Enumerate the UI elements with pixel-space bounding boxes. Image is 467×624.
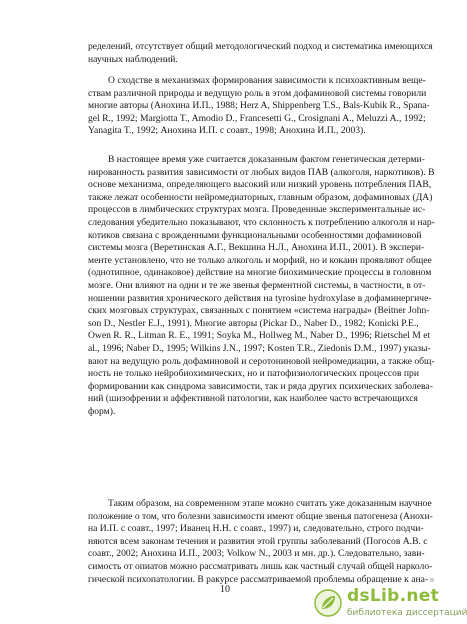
text-line: вают на ведущую роль дофаминовой и серотониновой нейромедиации, а также общ- bbox=[88, 355, 435, 367]
paragraph-2 bbox=[88, 75, 430, 138]
watermark-brand: dsLib.net bbox=[347, 586, 440, 606]
text-line: ношении развития хронического действия на tyrosine hydroxylase в дофаминергиче- bbox=[88, 292, 432, 304]
text-line: ределений, отсутствует общий методологический подход и систематика имеющихся bbox=[88, 41, 433, 52]
text-line: нированность развития зависимости от любых видов ПАВ (алкоголя, наркотиков). В bbox=[88, 166, 435, 178]
page-number: 10 bbox=[220, 584, 230, 595]
paragraph-4 bbox=[88, 498, 433, 586]
scan-artifact bbox=[430, 578, 434, 582]
text-line: няются всем законам течения и развития этой группы заболеваний (Погосов А.В. с bbox=[88, 535, 428, 547]
text-line: Yanagita T., 1992; Анохина И.П. с соавт., 1998; Анохина И.П., 2003). bbox=[88, 125, 366, 137]
leaf-logo-icon bbox=[313, 588, 343, 618]
watermark bbox=[307, 584, 467, 624]
text-line: форм). bbox=[88, 405, 116, 417]
text-line: системы мозга (Веретинская А.Г., Векшина Н.Л., Анохина И.П., 2001). В экспери- bbox=[88, 242, 425, 254]
text-line: ствам различной природы и ведущую роль в этом дофаминовой системы говорили bbox=[88, 87, 427, 99]
text-line: на И.П. с соавт., 1997; Иванец Н.Н. с соавт., 1997) и, следовательно, строго подчи- bbox=[88, 523, 424, 535]
text-line: менте установлено, что не только алкоголь и морфий, но и кокаин проявляют общее bbox=[88, 254, 432, 266]
text-line: О сходстве в механизмах формирования зависимости к психоактивным веще- bbox=[108, 75, 426, 86]
text-line: al., 1996; Naber D., 1995; Wilkins J.N., 1997; Kosten T.R., Ziedonis D.M., 1997) указы- bbox=[88, 342, 431, 354]
text-line: ний (шизофрении и аффективной патологии, как наиболее часто встречающихся bbox=[88, 393, 418, 405]
text-line: ских мозговых структурах, связанных с понятием «система награды» (Beitner John- bbox=[88, 305, 430, 317]
text-line: многие авторы (Анохина И.П., 1988; Herz A, Shippenberg T.S., Bals-Kubik R., Spana- bbox=[88, 100, 430, 112]
text-line: Таким образом, на современном этапе можно считать уже доказанным научное bbox=[108, 498, 432, 509]
text-line: Owen R. R., Litman R. E., 1991; Soyka M., Hollweg M., Naber D., 1996; Rietschel M et bbox=[88, 330, 431, 342]
text-line: процессов в лимбических структурах мозга. Проведенные экспериментальные ис- bbox=[88, 204, 426, 216]
text-line: gel R., 1992; Margiotta T., Amodio D., Francesetti G., Crosignani A., Meluzzi A., 1992; bbox=[88, 112, 426, 124]
text-line: формировании как синдрома зависимости, так и ряда других психических заболева- bbox=[88, 380, 433, 392]
text-line: основе механизма, определяющего высокий или низкий уровень потребления ПАВ, bbox=[88, 179, 432, 191]
paragraph-3 bbox=[88, 154, 435, 418]
text-line: соавт., 2002; Анохина И.П., 2003; Volkow N., 2003 и мн. др.). Следовательно, зави- bbox=[88, 548, 425, 560]
text-line: положение о том, что болезни зависимости имеют общие звенья патогенеза (Анохи- bbox=[88, 510, 433, 522]
text-line: ность не только нейробиохимических, но и патофизиологических процессов при bbox=[88, 368, 419, 380]
text-line: также лежат особенности нейромедиаторных, главным образом, дофаминовых (ДА) bbox=[88, 191, 433, 203]
text-line: гической психопатологии. В ракурсе рассматриваемой проблемы обращение к ана- bbox=[88, 573, 429, 585]
text-line: В настоящее время уже считается доказанным фактом генетическая детерми- bbox=[108, 154, 425, 165]
text-line: котиков связана с врожденными функциональными особенностями дофаминовой bbox=[88, 229, 422, 241]
text-line: симость от опиатов можно рассматривать лишь как частный случай общей нарколо- bbox=[88, 560, 433, 572]
text-line: мозге. Они влияют на одни и те же звенья ферментной системы, в частности, в от- bbox=[88, 279, 426, 291]
text-line: son D., Nestler E.J., 1991). Многие авторы (Pickar D., Naber D., 1982; Konicki P.E., bbox=[88, 317, 419, 329]
text-line: научных наблюдений. bbox=[88, 53, 178, 65]
watermark-tagline: библиотека диссертаций bbox=[347, 608, 467, 618]
paragraph-1 bbox=[88, 41, 433, 66]
text-line: (однотипное, одинаковое) действие на многие биохимические процессы в головном bbox=[88, 267, 432, 279]
text-line: следования убедительно показывают, что склонность к потреблению алкоголя и нар- bbox=[88, 216, 435, 228]
